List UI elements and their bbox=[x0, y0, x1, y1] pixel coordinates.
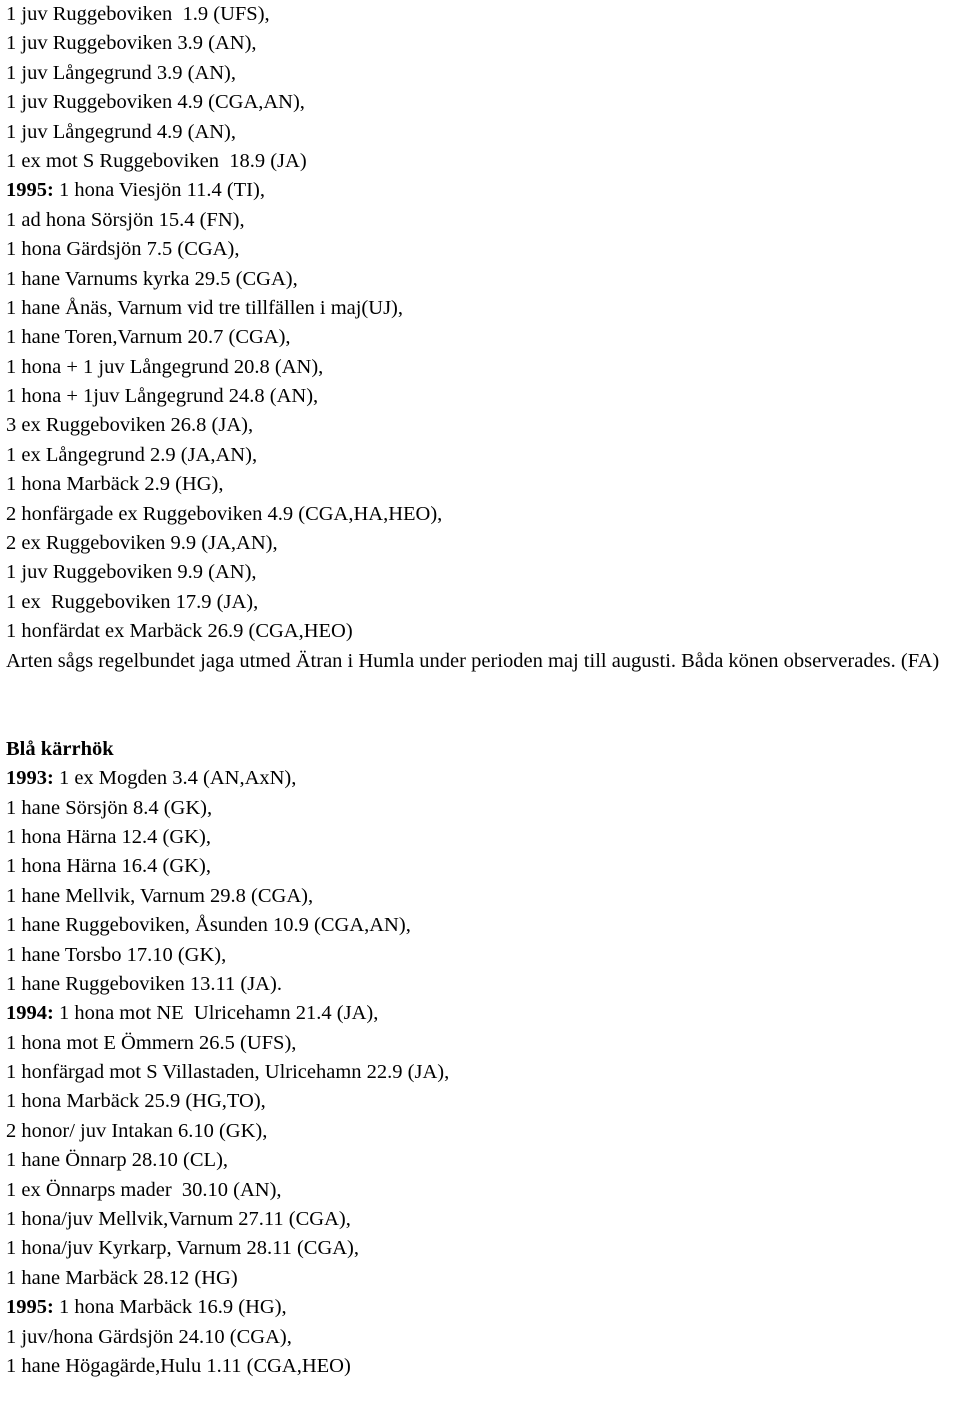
observation-line: 1 hona/juv Kyrkarp, Varnum 28.11 (CGA), bbox=[6, 1237, 360, 1260]
year-entry-line bbox=[6, 176, 956, 205]
observation-list-continued bbox=[6, 0, 956, 676]
observation-line: 1 honfärdat ex Marbäck 26.9 (CGA,HEO) bbox=[6, 620, 353, 643]
observation-line: 1 hane Varnums kyrka 29.5 (CGA), bbox=[6, 267, 298, 290]
observation-line: 1 hona mot E Ömmern 26.5 (UFS), bbox=[6, 1031, 297, 1054]
observation-line: 1 juv Ruggeboviken 4.9 (CGA,AN), bbox=[6, 91, 305, 114]
observation-line: 1 hona + 1juv Långegrund 24.8 (AN), bbox=[6, 385, 319, 408]
observation-line: 1 juv Ruggeboviken 1.9 (UFS), bbox=[6, 3, 270, 25]
year-label: 1994: bbox=[6, 1002, 54, 1025]
observation-line: 2 honfärgade ex Ruggeboviken 4.9 (CGA,HA,HEO), bbox=[6, 502, 443, 525]
observation-line: 1 hane Önnarp 28.10 (CL), bbox=[6, 1149, 229, 1172]
document-page bbox=[6, 0, 956, 1381]
observation-text: 1 hona Viesjön 11.4 (TI), bbox=[53, 179, 265, 202]
observation-line: 1 ex mot S Ruggeboviken 18.9 (JA) bbox=[6, 149, 307, 172]
observation-line: 1 hane Ruggeboviken 13.11 (JA). bbox=[6, 972, 282, 995]
observation-line: 1 hona Marbäck 2.9 (HG), bbox=[6, 473, 224, 496]
observation-line: 1 hane Toren,Varnum 20.7 (CGA), bbox=[6, 326, 291, 349]
observation-line: 1 hane Marbäck 28.12 (HG) bbox=[6, 1266, 238, 1289]
observation-text: 1 hona Marbäck 16.9 (HG), bbox=[53, 1296, 287, 1319]
year-entry-line bbox=[6, 999, 956, 1028]
observation-line: 2 honor/ juv Intakan 6.10 (GK), bbox=[6, 1119, 268, 1142]
observation-line: 1 honfärgad mot S Villastaden, Ulricehamn 22.9 (JA), bbox=[6, 1061, 450, 1084]
year-label: 1995: bbox=[6, 1296, 54, 1319]
species-section bbox=[6, 735, 956, 1382]
observation-line: 1 juv Ruggeboviken 9.9 (AN), bbox=[6, 561, 257, 584]
year-label: 1995: bbox=[6, 179, 54, 202]
species-heading: Blå kärrhök bbox=[6, 737, 114, 760]
observation-line: 1 hona Härna 16.4 (GK), bbox=[6, 855, 211, 878]
section-spacer bbox=[6, 676, 956, 735]
observation-line: 1 hane Mellvik, Varnum 29.8 (CGA), bbox=[6, 884, 314, 907]
observation-line: 1 hane Ruggeboviken, Åsunden 10.9 (CGA,AN), bbox=[6, 914, 411, 937]
observation-line: 1 hane Sörsjön 8.4 (GK), bbox=[6, 796, 213, 819]
observation-line: 1 hona Härna 12.4 (GK), bbox=[6, 825, 211, 848]
observation-line: 1 juv Ruggeboviken 3.9 (AN), bbox=[6, 32, 257, 55]
observation-line: 1 hona + 1 juv Långegrund 20.8 (AN), bbox=[6, 355, 324, 378]
observation-line: 1 hane Torsbo 17.10 (GK), bbox=[6, 943, 227, 966]
observation-line: 1 ex Långegrund 2.9 (JA,AN), bbox=[6, 443, 258, 466]
observation-line: 1 ad hona Sörsjön 15.4 (FN), bbox=[6, 208, 245, 231]
observation-line: 1 hona Marbäck 25.9 (HG,TO), bbox=[6, 1090, 266, 1113]
summary-note: Arten sågs regelbundet jaga utmed Ätran i Humla under perioden maj till augusti. Båda könen observerades. (FA) bbox=[6, 649, 940, 672]
observation-line: 2 ex Ruggeboviken 9.9 (JA,AN), bbox=[6, 532, 278, 555]
observation-text: 1 hona mot NE Ulricehamn 21.4 (JA), bbox=[53, 1002, 379, 1025]
observation-line: 1 juv Långegrund 3.9 (AN), bbox=[6, 61, 237, 84]
observation-line: 1 juv/hona Gärdsjön 24.10 (CGA), bbox=[6, 1325, 292, 1348]
observation-line: 1 hona Gärdsjön 7.5 (CGA), bbox=[6, 238, 240, 261]
observation-line: 1 juv Långegrund 4.9 (AN), bbox=[6, 120, 237, 143]
observation-line: 1 hona/juv Mellvik,Varnum 27.11 (CGA), bbox=[6, 1208, 351, 1231]
year-entry-line bbox=[6, 1293, 956, 1322]
observation-line: 1 ex Önnarps mader 30.10 (AN), bbox=[6, 1178, 282, 1201]
observation-line: 1 ex Ruggeboviken 17.9 (JA), bbox=[6, 590, 259, 613]
observation-text: 1 ex Mogden 3.4 (AN,AxN), bbox=[53, 767, 297, 790]
observation-line: 3 ex Ruggeboviken 26.8 (JA), bbox=[6, 414, 254, 437]
year-label: 1993: bbox=[6, 767, 54, 790]
year-entry-line bbox=[6, 764, 956, 793]
observation-line: 1 hane Ånäs, Varnum vid tre tillfällen i maj(UJ), bbox=[6, 296, 403, 319]
observation-line: 1 hane Högagärde,Hulu 1.11 (CGA,HEO) bbox=[6, 1355, 351, 1377]
